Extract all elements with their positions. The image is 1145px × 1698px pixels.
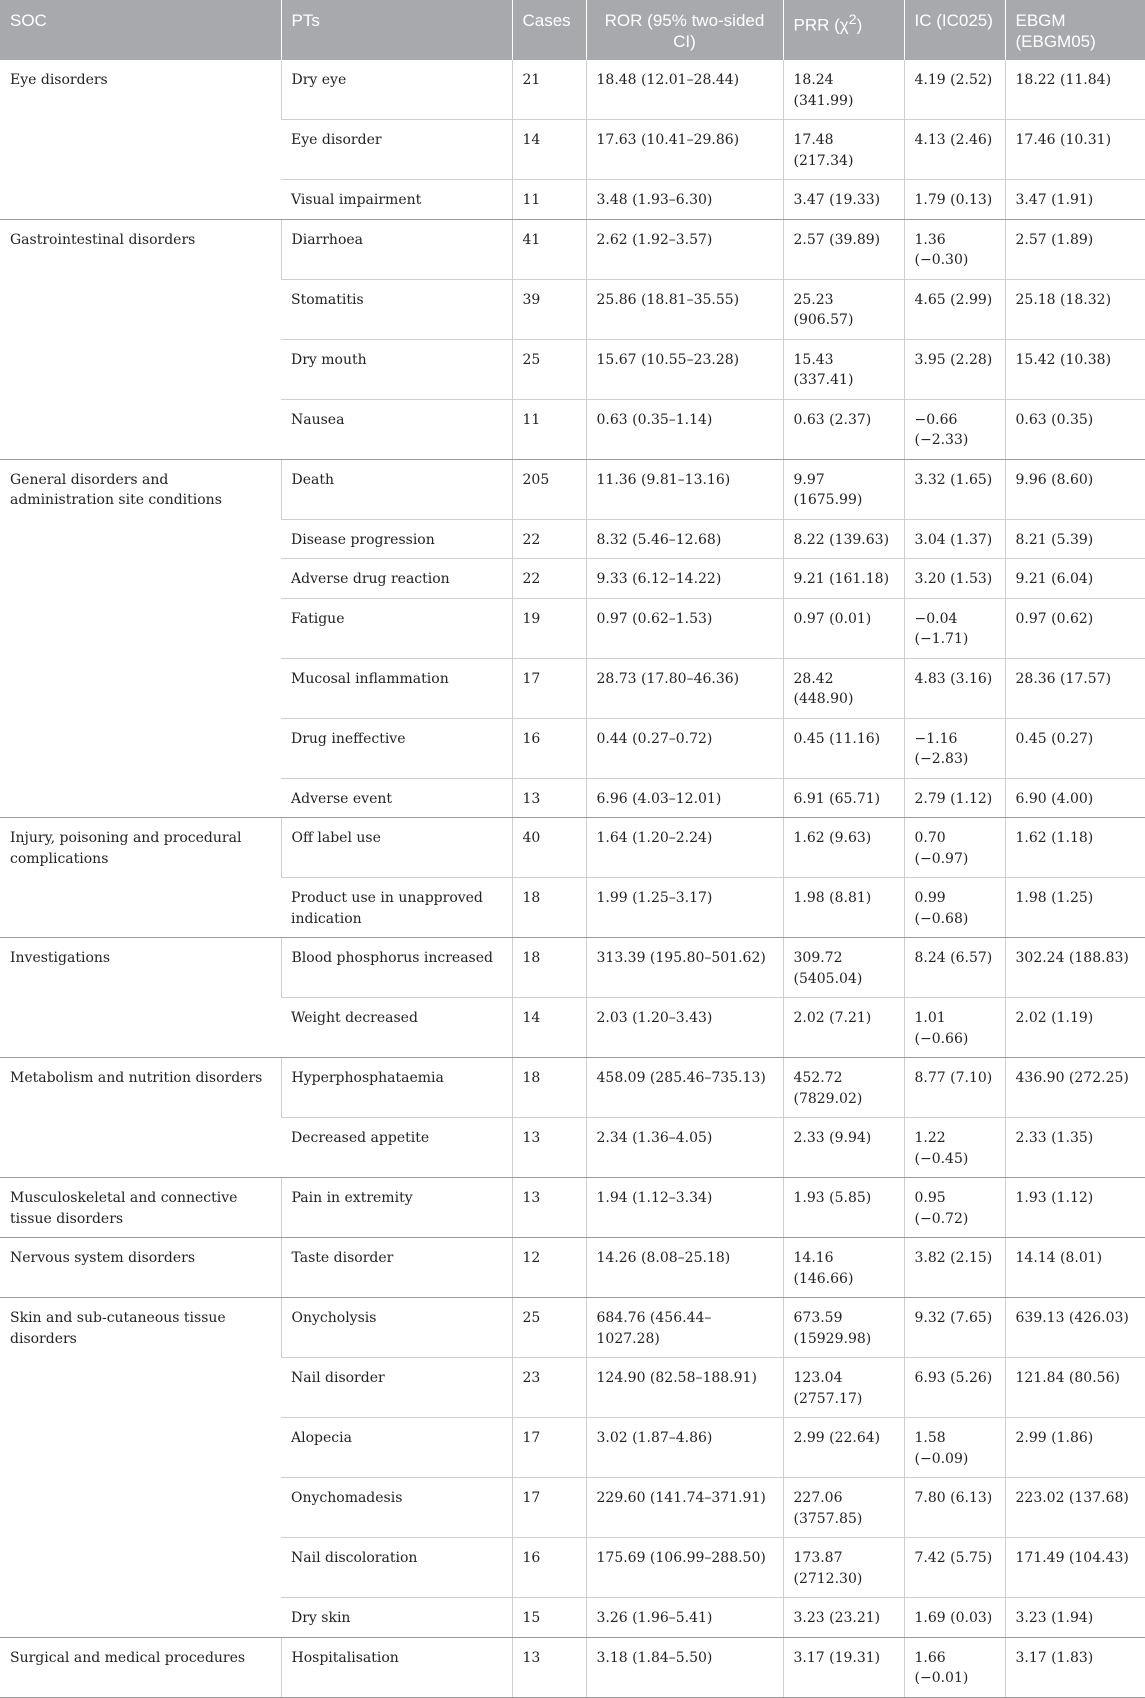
ebgm-cell: 1.62 (1.18): [1005, 818, 1145, 878]
ror-cell: 313.39 (195.80–501.62): [586, 938, 783, 998]
table-row: [0, 1178, 1145, 1238]
ror-cell: 6.96 (4.03–12.01): [586, 778, 783, 818]
ic-cell: 1.58 (−0.09): [904, 1418, 1005, 1478]
ebgm-cell: 0.97 (0.62): [1005, 598, 1145, 658]
pt-cell: Disease progression: [281, 519, 512, 559]
ror-cell: 2.34 (1.36–4.05): [586, 1118, 783, 1178]
cases-cell: 18: [512, 938, 586, 998]
ror-cell: 2.03 (1.20–3.43): [586, 998, 783, 1058]
header-prr-prefix: PRR (χ: [793, 15, 849, 35]
prr-cell: 173.87 (2712.30): [783, 1538, 904, 1598]
ic-cell: 3.32 (1.65): [904, 459, 1005, 519]
ebgm-cell: 15.42 (10.38): [1005, 339, 1145, 399]
cases-cell: 39: [512, 279, 586, 339]
prr-cell: 28.42 (448.90): [783, 658, 904, 718]
table-row: [0, 459, 1145, 519]
prr-cell: 25.23 (906.57): [783, 279, 904, 339]
ror-cell: 8.32 (5.46–12.68): [586, 519, 783, 559]
ebgm-cell: 171.49 (104.43): [1005, 1538, 1145, 1598]
soc-cell: Surgical and medical procedures: [0, 1637, 281, 1697]
header-pts: PTs: [281, 0, 512, 60]
ic-cell: −0.66 (−2.33): [904, 399, 1005, 459]
pt-cell: Fatigue: [281, 598, 512, 658]
ebgm-cell: 25.18 (18.32): [1005, 279, 1145, 339]
ic-cell: 0.95 (−0.72): [904, 1178, 1005, 1238]
pt-cell: Hyperphosphataemia: [281, 1058, 512, 1118]
ic-cell: 4.19 (2.52): [904, 60, 1005, 120]
header-row: [0, 0, 1145, 60]
header-ror: ROR (95% two-sided CI): [586, 0, 783, 60]
ror-cell: 3.18 (1.84–5.50): [586, 1637, 783, 1697]
ebgm-cell: 3.47 (1.91): [1005, 180, 1145, 220]
pt-cell: Drug ineffective: [281, 718, 512, 778]
ror-cell: 124.90 (82.58–188.91): [586, 1358, 783, 1418]
ic-cell: 3.95 (2.28): [904, 339, 1005, 399]
ror-cell: 458.09 (285.46–735.13): [586, 1058, 783, 1118]
prr-cell: 17.48 (217.34): [783, 120, 904, 180]
pt-cell: Stomatitis: [281, 279, 512, 339]
cases-cell: 40: [512, 818, 586, 878]
ebgm-cell: 223.02 (137.68): [1005, 1478, 1145, 1538]
ebgm-cell: 18.22 (11.84): [1005, 60, 1145, 120]
ebgm-cell: 9.96 (8.60): [1005, 459, 1145, 519]
prr-cell: 9.21 (161.18): [783, 559, 904, 599]
prr-cell: 0.45 (11.16): [783, 718, 904, 778]
ic-cell: 4.83 (3.16): [904, 658, 1005, 718]
pt-cell: Diarrhoea: [281, 219, 512, 279]
ror-cell: 3.02 (1.87–4.86): [586, 1418, 783, 1478]
table-row: [0, 938, 1145, 998]
ebgm-cell: 14.14 (8.01): [1005, 1238, 1145, 1298]
prr-cell: 18.24 (341.99): [783, 60, 904, 120]
soc-cell: Musculoskeletal and connective tissue disorders: [0, 1178, 281, 1238]
pt-cell: Onycholysis: [281, 1298, 512, 1358]
pt-cell: Weight decreased: [281, 998, 512, 1058]
cases-cell: 18: [512, 878, 586, 938]
prr-cell: 8.22 (139.63): [783, 519, 904, 559]
ebgm-cell: 9.21 (6.04): [1005, 559, 1145, 599]
header-cases: Cases: [512, 0, 586, 60]
ror-cell: 175.69 (106.99–288.50): [586, 1538, 783, 1598]
cases-cell: 13: [512, 1178, 586, 1238]
prr-cell: 452.72 (7829.02): [783, 1058, 904, 1118]
pt-cell: Mucosal inflammation: [281, 658, 512, 718]
prr-cell: 2.99 (22.64): [783, 1418, 904, 1478]
prr-cell: 3.47 (19.33): [783, 180, 904, 220]
cases-cell: 13: [512, 778, 586, 818]
pt-cell: Onychomadesis: [281, 1478, 512, 1538]
ebgm-cell: 28.36 (17.57): [1005, 658, 1145, 718]
ror-cell: 0.63 (0.35–1.14): [586, 399, 783, 459]
ic-cell: 3.20 (1.53): [904, 559, 1005, 599]
ic-cell: 0.70 (−0.97): [904, 818, 1005, 878]
table-body: [0, 60, 1145, 1697]
cases-cell: 12: [512, 1238, 586, 1298]
table-row: [0, 1298, 1145, 1358]
ebgm-cell: 1.98 (1.25): [1005, 878, 1145, 938]
pt-cell: Nail discoloration: [281, 1538, 512, 1598]
ebgm-cell: 0.45 (0.27): [1005, 718, 1145, 778]
pt-cell: Alopecia: [281, 1418, 512, 1478]
ic-cell: 3.04 (1.37): [904, 519, 1005, 559]
ic-cell: 1.22 (−0.45): [904, 1118, 1005, 1178]
ror-cell: 684.76 (456.44–1027.28): [586, 1298, 783, 1358]
pt-cell: Blood phosphorus increased: [281, 938, 512, 998]
ror-cell: 18.48 (12.01–28.44): [586, 60, 783, 120]
cases-cell: 17: [512, 1418, 586, 1478]
soc-cell: Nervous system disorders: [0, 1238, 281, 1298]
pt-cell: Product use in unapproved indication: [281, 878, 512, 938]
ebgm-cell: 436.90 (272.25): [1005, 1058, 1145, 1118]
pt-cell: Visual impairment: [281, 180, 512, 220]
ebgm-cell: 17.46 (10.31): [1005, 120, 1145, 180]
table-row: [0, 1058, 1145, 1118]
soc-cell: Investigations: [0, 938, 281, 1058]
cases-cell: 11: [512, 180, 586, 220]
ror-cell: 1.94 (1.12–3.34): [586, 1178, 783, 1238]
prr-cell: 9.97 (1675.99): [783, 459, 904, 519]
cases-cell: 14: [512, 998, 586, 1058]
prr-cell: 2.33 (9.94): [783, 1118, 904, 1178]
cases-cell: 22: [512, 519, 586, 559]
prr-cell: 227.06 (3757.85): [783, 1478, 904, 1538]
cases-cell: 205: [512, 459, 586, 519]
soc-cell: Skin and sub-cutaneous tissue disorders: [0, 1298, 281, 1638]
ror-cell: 14.26 (8.08–25.18): [586, 1238, 783, 1298]
cases-cell: 18: [512, 1058, 586, 1118]
prr-cell: 0.63 (2.37): [783, 399, 904, 459]
cases-cell: 41: [512, 219, 586, 279]
pt-cell: Hospitalisation: [281, 1637, 512, 1697]
prr-cell: 2.02 (7.21): [783, 998, 904, 1058]
ror-cell: 1.64 (1.20–2.24): [586, 818, 783, 878]
pt-cell: Death: [281, 459, 512, 519]
pt-cell: Nail disorder: [281, 1358, 512, 1418]
prr-cell: 1.62 (9.63): [783, 818, 904, 878]
ebgm-cell: 302.24 (188.83): [1005, 938, 1145, 998]
prr-cell: 6.91 (65.71): [783, 778, 904, 818]
header-ic: IC (IC025): [904, 0, 1005, 60]
prr-cell: 3.17 (19.31): [783, 1637, 904, 1697]
ror-cell: 15.67 (10.55–23.28): [586, 339, 783, 399]
ic-cell: 1.79 (0.13): [904, 180, 1005, 220]
pt-cell: Decreased appetite: [281, 1118, 512, 1178]
prr-cell: 15.43 (337.41): [783, 339, 904, 399]
ror-cell: 3.26 (1.96–5.41): [586, 1598, 783, 1638]
ebgm-cell: 2.33 (1.35): [1005, 1118, 1145, 1178]
ror-cell: 28.73 (17.80–46.36): [586, 658, 783, 718]
soc-cell: Injury, poisoning and procedural complications: [0, 818, 281, 938]
ebgm-cell: 8.21 (5.39): [1005, 519, 1145, 559]
cases-cell: 22: [512, 559, 586, 599]
cases-cell: 17: [512, 1478, 586, 1538]
ror-cell: 0.44 (0.27–0.72): [586, 718, 783, 778]
ebgm-cell: 3.23 (1.94): [1005, 1598, 1145, 1638]
ebgm-cell: 6.90 (4.00): [1005, 778, 1145, 818]
ic-cell: 1.69 (0.03): [904, 1598, 1005, 1638]
cases-cell: 13: [512, 1637, 586, 1697]
cases-cell: 21: [512, 60, 586, 120]
ic-cell: 1.36 (−0.30): [904, 219, 1005, 279]
cases-cell: 11: [512, 399, 586, 459]
header-prr: [783, 0, 904, 60]
prr-cell: 123.04 (2757.17): [783, 1358, 904, 1418]
header-prr-sup: 2: [848, 12, 857, 28]
header-soc: SOC: [0, 0, 281, 60]
cases-cell: 23: [512, 1358, 586, 1418]
soc-cell: Eye disorders: [0, 60, 281, 219]
ror-cell: 0.97 (0.62–1.53): [586, 598, 783, 658]
ic-cell: 1.66 (−0.01): [904, 1637, 1005, 1697]
cases-cell: 16: [512, 718, 586, 778]
cases-cell: 14: [512, 120, 586, 180]
prr-cell: 2.57 (39.89): [783, 219, 904, 279]
ror-cell: 229.60 (141.74–371.91): [586, 1478, 783, 1538]
ebgm-cell: 0.63 (0.35): [1005, 399, 1145, 459]
ror-cell: 2.62 (1.92–3.57): [586, 219, 783, 279]
pt-cell: Nausea: [281, 399, 512, 459]
ic-cell: 9.32 (7.65): [904, 1298, 1005, 1358]
ebgm-cell: 639.13 (426.03): [1005, 1298, 1145, 1358]
ic-cell: 8.24 (6.57): [904, 938, 1005, 998]
ror-cell: 25.86 (18.81–35.55): [586, 279, 783, 339]
table-row: [0, 818, 1145, 878]
pt-cell: Adverse event: [281, 778, 512, 818]
cases-cell: 17: [512, 658, 586, 718]
ebgm-cell: 3.17 (1.83): [1005, 1637, 1145, 1697]
prr-cell: 1.93 (5.85): [783, 1178, 904, 1238]
cases-cell: 25: [512, 1298, 586, 1358]
cases-cell: 13: [512, 1118, 586, 1178]
pt-cell: Dry skin: [281, 1598, 512, 1638]
ebgm-cell: 2.99 (1.86): [1005, 1418, 1145, 1478]
ic-cell: 4.13 (2.46): [904, 120, 1005, 180]
prr-cell: 14.16 (146.66): [783, 1238, 904, 1298]
prr-cell: 673.59 (15929.98): [783, 1298, 904, 1358]
table-row: [0, 60, 1145, 120]
ror-cell: 11.36 (9.81–13.16): [586, 459, 783, 519]
pt-cell: Adverse drug reaction: [281, 559, 512, 599]
cases-cell: 19: [512, 598, 586, 658]
ebgm-cell: 2.02 (1.19): [1005, 998, 1145, 1058]
cases-cell: 15: [512, 1598, 586, 1638]
ror-cell: 17.63 (10.41–29.86): [586, 120, 783, 180]
ic-cell: −0.04 (−1.71): [904, 598, 1005, 658]
pt-cell: Eye disorder: [281, 120, 512, 180]
pt-cell: Taste disorder: [281, 1238, 512, 1298]
soc-cell: Gastrointestinal disorders: [0, 219, 281, 459]
table-row: [0, 219, 1145, 279]
pt-cell: Off label use: [281, 818, 512, 878]
soc-cell: General disorders and administration site conditions: [0, 459, 281, 818]
header-ebgm: EBGM (EBGM05): [1005, 0, 1145, 60]
cases-cell: 25: [512, 339, 586, 399]
ic-cell: 3.82 (2.15): [904, 1238, 1005, 1298]
prr-cell: 3.23 (23.21): [783, 1598, 904, 1638]
ic-cell: 1.01 (−0.66): [904, 998, 1005, 1058]
table-row: [0, 1238, 1145, 1298]
ror-cell: 1.99 (1.25–3.17): [586, 878, 783, 938]
ebgm-cell: 1.93 (1.12): [1005, 1178, 1145, 1238]
ic-cell: 7.42 (5.75): [904, 1538, 1005, 1598]
ic-cell: −1.16 (−2.83): [904, 718, 1005, 778]
ic-cell: 0.99 (−0.68): [904, 878, 1005, 938]
table-header: [0, 0, 1145, 60]
prr-cell: 309.72 (5405.04): [783, 938, 904, 998]
ic-cell: 4.65 (2.99): [904, 279, 1005, 339]
pt-cell: Dry eye: [281, 60, 512, 120]
pt-cell: Pain in extremity: [281, 1178, 512, 1238]
ic-cell: 8.77 (7.10): [904, 1058, 1005, 1118]
ic-cell: 6.93 (5.26): [904, 1358, 1005, 1418]
table-row: [0, 1637, 1145, 1697]
header-prr-suffix: ): [856, 15, 863, 35]
ebgm-cell: 121.84 (80.56): [1005, 1358, 1145, 1418]
pt-cell: Dry mouth: [281, 339, 512, 399]
ror-cell: 9.33 (6.12–14.22): [586, 559, 783, 599]
ic-cell: 2.79 (1.12): [904, 778, 1005, 818]
prr-cell: 1.98 (8.81): [783, 878, 904, 938]
prr-cell: 0.97 (0.01): [783, 598, 904, 658]
soc-cell: Metabolism and nutrition disorders: [0, 1058, 281, 1178]
ror-cell: 3.48 (1.93–6.30): [586, 180, 783, 220]
ebgm-cell: 2.57 (1.89): [1005, 219, 1145, 279]
ic-cell: 7.80 (6.13): [904, 1478, 1005, 1538]
cases-cell: 16: [512, 1538, 586, 1598]
